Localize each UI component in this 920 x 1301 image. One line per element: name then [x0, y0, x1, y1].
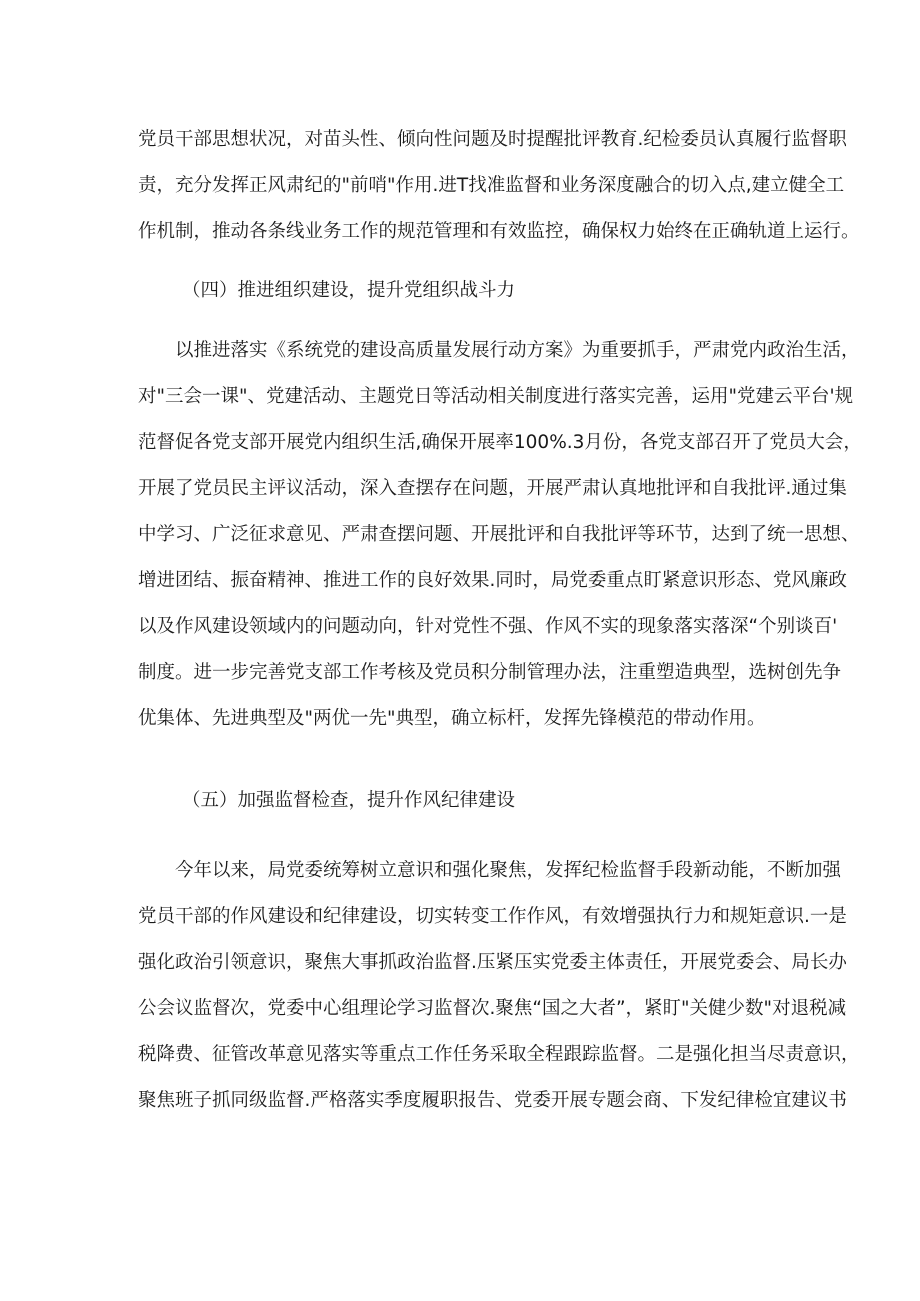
- paragraph-line: 党员干部的作风建设和纪律建设，切实转变工作作风，有效增强执行力和规矩意识.一是: [138, 906, 847, 927]
- paragraph-line: 以及作风建设领域内的问题动向，针对党性不强、作风不实的现象落实落深“个别谈百': [138, 616, 838, 637]
- paragraph-line: 中学习、广泛征求意见、严肃查摆问题、开展批评和自我批评等环节，达到了统一思想、: [138, 524, 860, 545]
- section-heading: （四）推进组织建设，提升党组织战斗力: [182, 280, 516, 301]
- section-heading: （五）加强监督检查，提升作风纪律建设: [182, 790, 516, 811]
- paragraph-line: 今年以来，局党委统筹树立意识和强化聚焦，发挥纪检监督手段新动能，不断加强: [175, 860, 842, 881]
- paragraph-line: 强化政治引领意识，聚焦大事抓政治监督.压紧压实党委主体责任，开展党委会、局长办: [138, 952, 847, 973]
- paragraph-line: 作机制，推动各条线业务工作的规范管理和有效监控，确保权力始终在正确轨道上运行。: [138, 221, 860, 242]
- paragraph-line: 税降费、征管改革意见落实等重点工作任务采取全程跟踪监督。二是强化担当尽责意识，: [138, 1044, 860, 1065]
- paragraph-line: 聚焦班子抓同级监督.严格落实季度履职报告、党委开展专题会商、下发纪律检宜建议书: [138, 1090, 847, 1111]
- paragraph-line: 以推进落实《系统党的建设高质量发展行动方案》为重要抓手，严肃党内政治生活，: [175, 340, 860, 361]
- paragraph-line: 对"三会一课"、党建活动、主题党日等活动相关制度进行落实完善，运用"党建云平台'规: [138, 386, 854, 407]
- paragraph-line: 责，充分发挥正风肃纪的"前哨"作用.进T找准监督和业务深度融合的切入点,建立健全工: [138, 175, 845, 196]
- paragraph-line: 增进团结、振奋精神、推进工作的良好效果.同时，局党委重点盯紧意识形态、党风廉政: [138, 570, 847, 591]
- paragraph-line: 优集体、先进典型及"两优一先"典型，确立标杆，发挥先锋模范的带动作用。: [138, 708, 766, 729]
- paragraph-line: 党员干部思想状况，对苗头性、倾向性问题及时提醒批评教育.纪检委员认真履行监督职: [138, 129, 847, 150]
- paragraph-line: 公会议监督次，党委中心组理论学习监督次.聚焦“国之大者”，紧盯"关健少数"对退税减: [138, 998, 847, 1019]
- paragraph-line: 范督促各党支部开展党内组织生活,确保开展率100%.3月份，各党支部召开了党员大会，: [138, 432, 862, 453]
- paragraph-line: 制度。进一步完善党支部工作考核及党员积分制管理办法，注重塑造典型，选树创先争: [138, 662, 842, 683]
- paragraph-line: 开展了党员民主评议活动，深入查摆存在问题，开展严肃认真地批评和自我批评.通过集: [138, 478, 847, 499]
